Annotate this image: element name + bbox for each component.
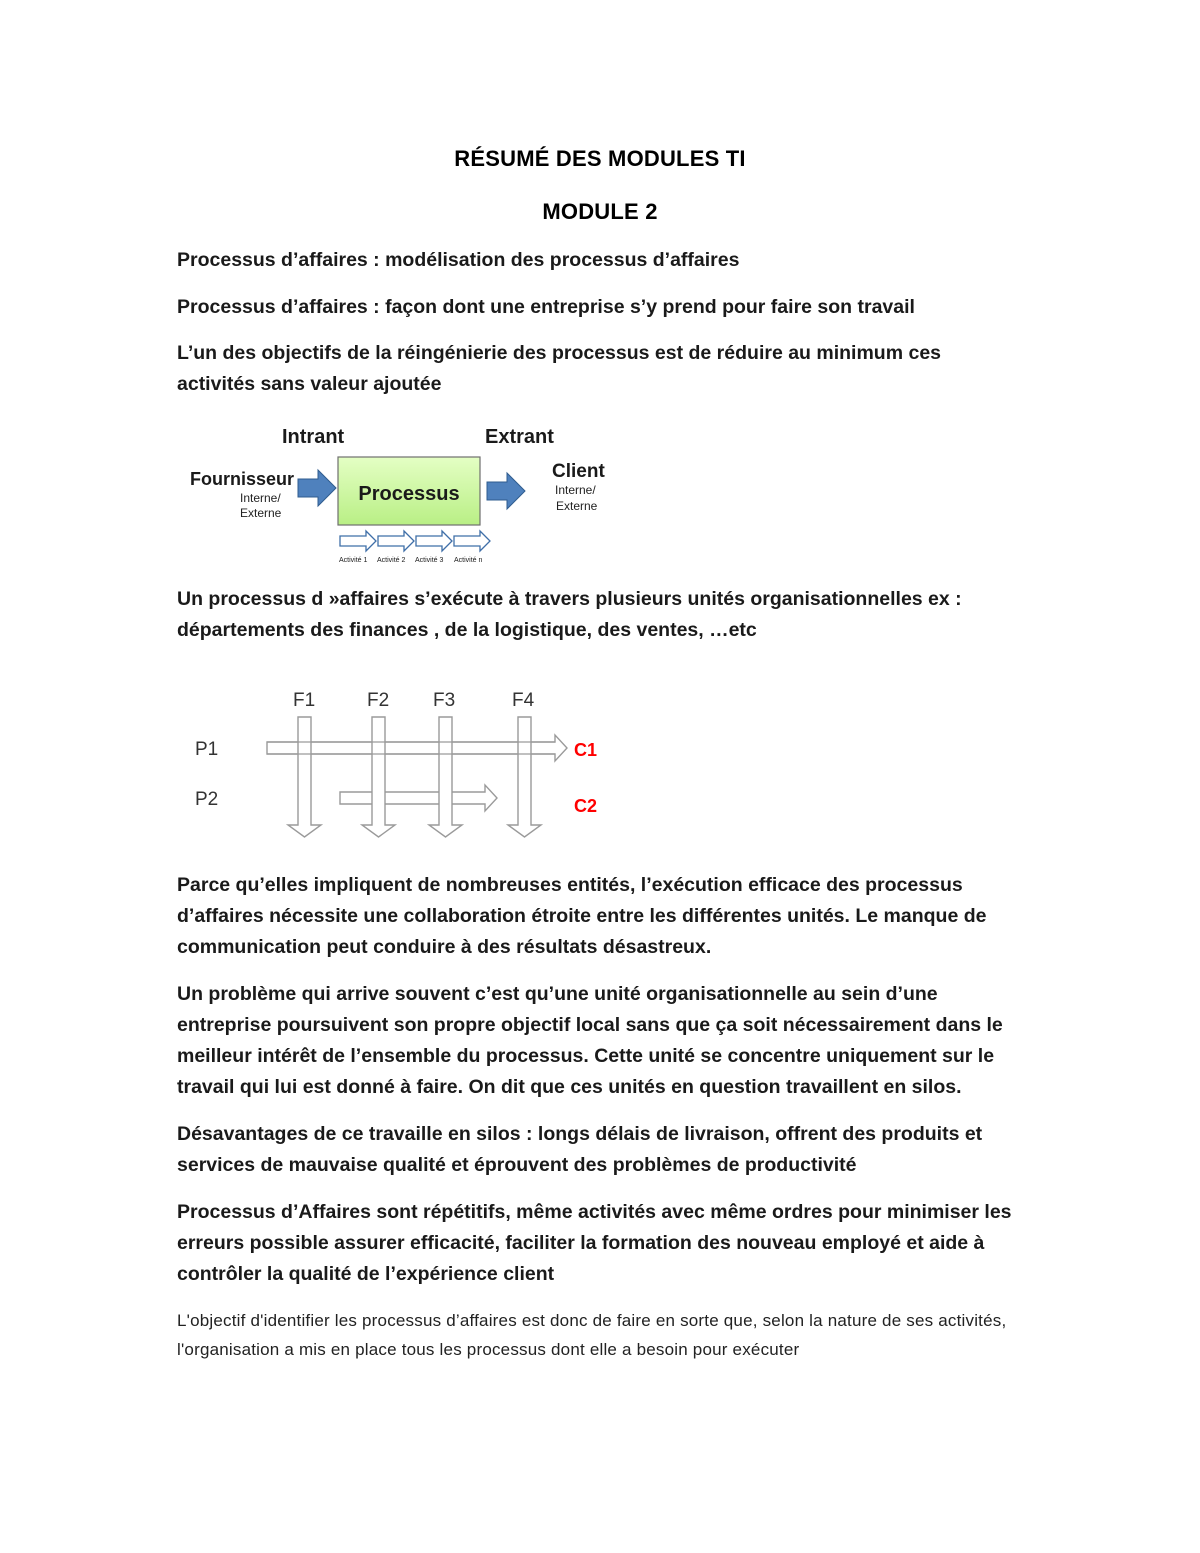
document-subtitle: MODULE 2 (542, 199, 658, 224)
function-label-2: F2 (367, 690, 390, 711)
cross-functional-diagram (185, 680, 625, 845)
activity-label-3: Activité 3 (415, 557, 444, 564)
f2-arrow-icon (362, 717, 395, 837)
activity-arrow-3-icon (416, 531, 452, 551)
client-label-c1: C1 (574, 740, 598, 760)
activity-label-2: Activité 2 (377, 557, 406, 564)
activity-arrows (340, 531, 490, 551)
supplier-sub1: Interne/ (240, 491, 281, 505)
function-label-4: F4 (512, 690, 535, 711)
paragraph-2: Processus d’affaires : façon dont une entreprise s’y prend pour faire son travail (177, 296, 915, 318)
client-sub1: Interne/ (555, 483, 596, 497)
f3-arrow-icon (429, 717, 462, 837)
paragraph-5: Parce qu’elles impliquent de nombreuses entités, l’exécution efficace des processus d’affaires nécessite une collaboration étroite entre les différentes unités. Le manque de communication peut conduire à des résultats désastreux. (177, 874, 987, 958)
f1-arrow-icon (288, 717, 321, 837)
client-label-c2: C2 (574, 796, 598, 816)
client-sub2: Externe (556, 499, 598, 513)
output-arrow-icon (487, 473, 525, 509)
document-title: RÉSUMÉ DES MODULES TI (454, 146, 746, 171)
paragraph-4: Un processus d »affaires s’exécute à travers plusieurs unités organisationnelles ex : départements des finances , de la logistique, des ventes, …etc (177, 588, 962, 641)
process-flow-diagram (180, 420, 620, 570)
extrant-label: Extrant (485, 426, 554, 448)
process-label: Processus (358, 483, 460, 505)
intrant-label: Intrant (282, 426, 345, 448)
activity-arrow-2-icon (378, 531, 414, 551)
supplier-sub2: Externe (240, 506, 282, 520)
process-label-p1: P1 (195, 739, 219, 760)
client-label: Client (552, 461, 605, 482)
activity-label-1: Activité 1 (339, 557, 368, 564)
function-label-3: F3 (433, 690, 456, 711)
process-label-p2: P2 (195, 789, 219, 810)
paragraph-1: Processus d’affaires : modélisation des processus d’affaires (177, 249, 740, 271)
paragraph-3: L’un des objectifs de la réingénierie des processus est de réduire au minimum ces activités sans valeur ajoutée (177, 342, 942, 395)
input-arrow-icon (298, 470, 336, 506)
supplier-label: Fournisseur (190, 469, 295, 489)
paragraph-8: Processus d’Affaires sont répétitifs, même activités avec même ordres pour minimiser les erreurs possible assurer efficacité, faciliter la formation des nouveau employé et aide à contrôler la qualité de l’expérience client (177, 1201, 1012, 1285)
f4-arrow-icon (508, 717, 541, 837)
activity-label-4: Activité n (454, 557, 483, 564)
activity-arrow-4-icon (454, 531, 490, 551)
paragraph-9: L'objectif d'identifier les processus d’affaires est donc de faire en sorte que, selon la nature de ses activités, l'organisation a mis en place tous les processus dont elle a besoin pour exécuter (177, 1311, 1007, 1359)
function-label-1: F1 (293, 690, 316, 711)
paragraph-6: Un problème qui arrive souvent c’est qu’une unité organisationnelle au sein d’une entreprise poursuivent son propre objectif local sans que ça soit nécessairement dans le meilleur intérêt de l’ensemble du processus. Cette unité se concentre uniquement sur le travail qui lui est donné à faire. On dit que ces unités en question travaillent en silos. (177, 983, 1003, 1098)
activity-arrow-1-icon (340, 531, 376, 551)
paragraph-7: Désavantages de ce travaille en silos : longs délais de livraison, offrent des produits et services de mauvaise qualité et éprouvent des problèmes de productivité (177, 1123, 983, 1176)
p2-arrow-icon (340, 785, 497, 811)
